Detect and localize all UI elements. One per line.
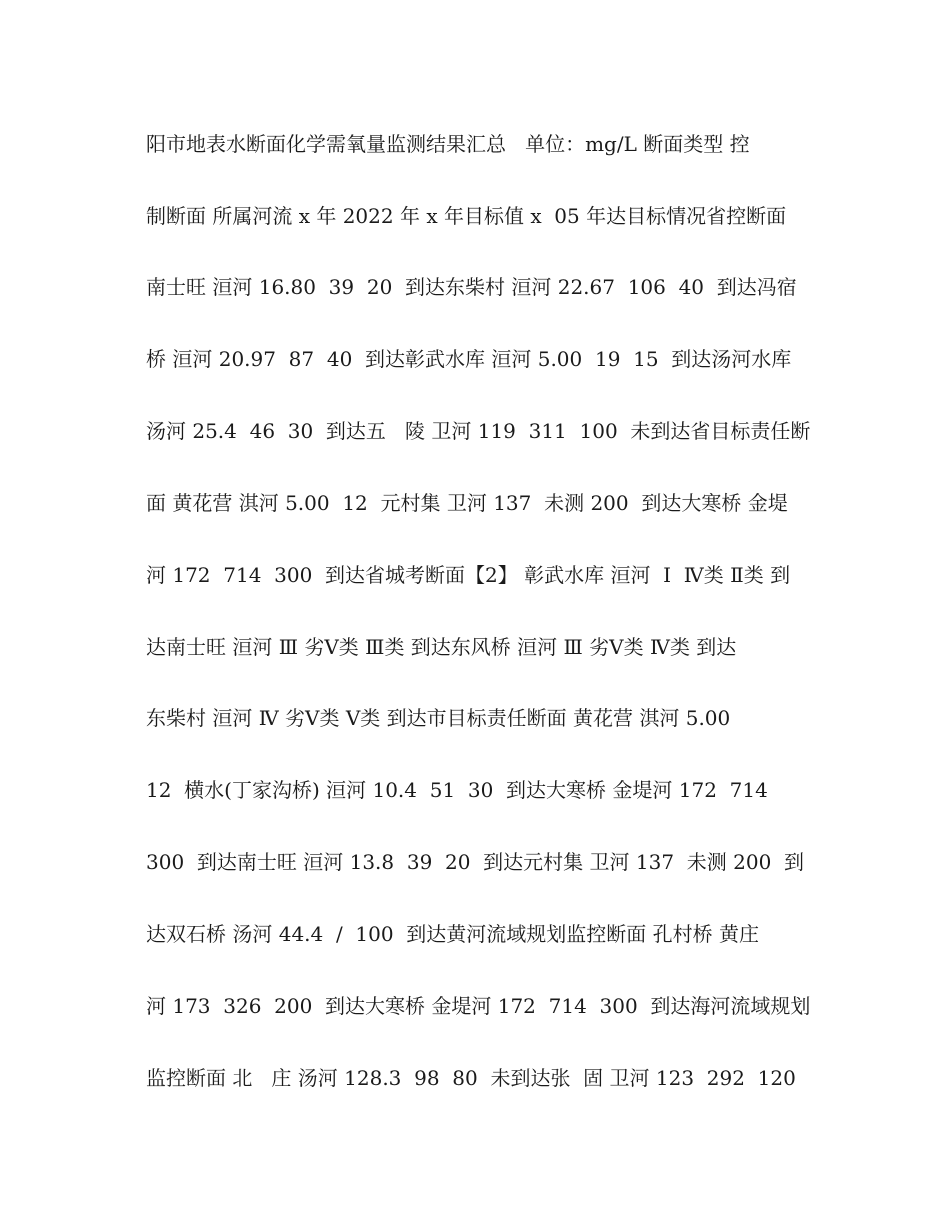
text-line: 桥 洹河 20.97 87 40 到达彰武水库 洹河 5.00 19 15 到达汤河水库 [146, 347, 792, 371]
text-line: 达南士旺 洹河 Ⅲ 劣Ⅴ类 Ⅲ类 到达东风桥 洹河 Ⅲ 劣Ⅴ类 Ⅳ类 到达 [146, 635, 737, 659]
text-line: 东柴村 洹河 Ⅳ 劣Ⅴ类 Ⅴ类 到达市目标责任断面 黄花营 淇河 5.00 [146, 706, 731, 730]
text-line: 阳市地表水断面化学需氧量监测结果汇总 单位：mg/L 断面类型 控 [146, 132, 750, 156]
text-line: 面 黄花营 淇河 5.00 12 元村集 卫河 137 未测 200 到达大寒桥 金堤 [146, 491, 788, 515]
text-line: 达双石桥 汤河 44.4 / 100 到达黄河流域规划监控断面 孔村桥 黄庄 [146, 922, 760, 946]
text-line: 汤河 25.4 46 30 到达五 陵 卫河 119 311 100 未到达省目标责任断 [146, 419, 811, 443]
text-line: 监控断面 北 庄 汤河 128.3 98 80 未到达张 固 卫河 123 292 120 [146, 1066, 796, 1090]
text-line: 河 173 326 200 到达大寒桥 金堤河 172 714 300 到达海河流域规划 [146, 994, 811, 1018]
text-line: 南士旺 洹河 16.80 39 20 到达东柴村 洹河 22.67 106 40 到达冯宿 [146, 275, 797, 299]
text-line: 河 172 714 300 到达省城考断面【2】 彰武水库 洹河 Ⅰ Ⅳ类 Ⅱ类 到 [146, 563, 791, 587]
text-line: 300 到达南士旺 洹河 13.8 39 20 到达元村集 卫河 137 未测 200 到 [146, 850, 805, 874]
text-line: 制断面 所属河流 x 年 2022 年 x 年目标值 x 05 年达目标情况省控断面 [146, 204, 787, 228]
text-line: 12 横水(丁家沟桥) 洹河 10.4 51 30 到达大寒桥 金堤河 172 714 [146, 778, 768, 802]
